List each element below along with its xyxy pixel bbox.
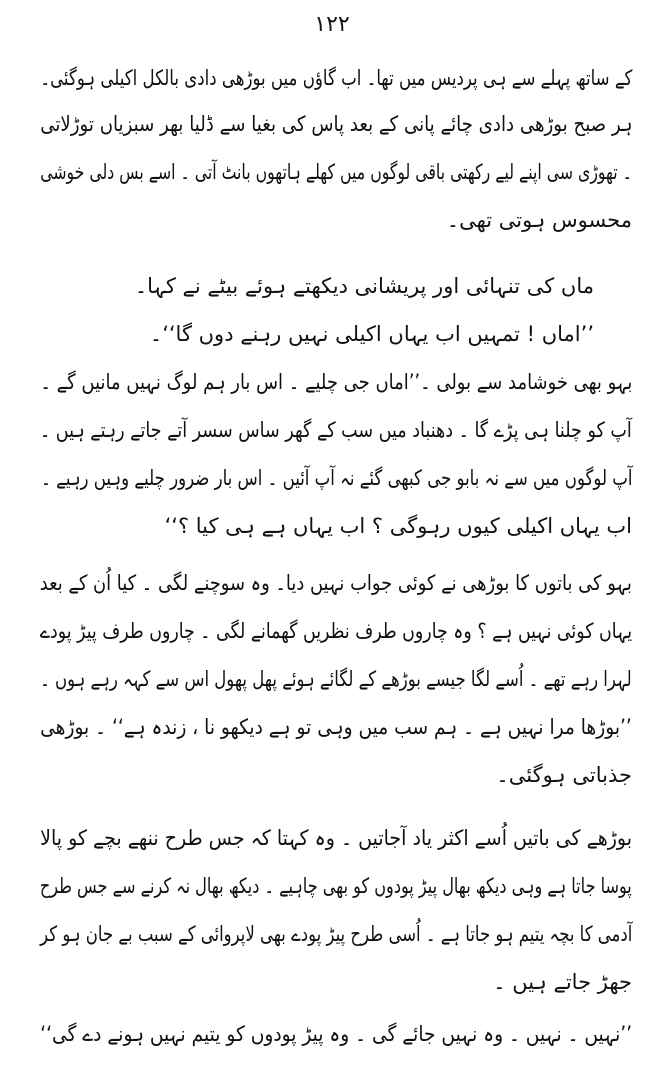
text-line: ’’بوڑھا مرا نہیں ہے ۔ ہم سب میں وہی تو ہے دیکھو نا ، زندہ ہے‘‘ ۔ بوڑھی: [40, 715, 632, 739]
text-line: بہو کی باتوں کا بوڑھی نے کوئی جواب نہیں دیا۔ وہ سوچنے لگی ۔ کیا اُن کے بعد: [39, 571, 632, 595]
text-line: لہرا رہے تھے ۔ اُسے لگا جیسے بوڑھے کے لگائے ہوئے پھل پھول اس سے کہہ رہے ہوں ۔: [40, 667, 632, 691]
text-line: ’’اماں ! تمہیں اب یہاں اکیلی نہیں رہنے دوں گا‘‘۔: [149, 322, 594, 346]
text-line: ’’نہیں ۔ نہیں ۔ وہ نہیں جائے گی ۔ وہ پیڑ پودوں کو یتیم نہیں ہونے دے گی‘‘: [40, 1022, 632, 1046]
text-line: محسوس ہوتی تھی۔: [446, 208, 632, 232]
text-line: آدمی کا بچہ یتیم ہو جاتا ہے ۔ اُسی طرح پیڑ پودے بھی لاپروائی کے سبب بے جان ہو کر: [39, 922, 632, 946]
text-line: ماں کی تنہائی اور پریشانی دیکھتے ہوئے بیٹے نے کہا۔: [134, 274, 594, 298]
text-line: آپ کو چلنا ہی پڑے گا ۔ دھنباد میں سب کے گھر ساس سسر آتے جاتے رہتے ہیں ۔: [40, 418, 632, 442]
text-line: جذباتی ہوگئی۔: [496, 763, 632, 787]
text-line: اب یہاں اکیلی کیوں رہوگی ؟ اب یہاں ہے ہی کیا ؟‘‘: [164, 514, 632, 538]
text-line: پوسا جاتا ہے وہی دیکھ بھال پیڑ پودوں کو بھی چاہیے ۔ دیکھ بھال نہ کرنے سے جس طرح: [40, 874, 632, 898]
text-line: ۔ تھوڑی سی اپنے لیے رکھتی باقی لوگوں میں کھلے ہاتھوں بانٹ آتی ۔ اسے بس دلی خوشی: [40, 160, 632, 184]
page-number: ۱۲۲: [314, 12, 350, 37]
text-line: بوڑھے کی باتیں اُسے اکثر یاد آجاتیں ۔ وہ کہتا کہ جس طرح ننھے بچے کو پالا: [40, 826, 632, 850]
text-line: بہو بھی خوشامد سے بولی ۔’’اماں جی چلیے ۔ اس بار ہم لوگ نہیں مانیں گے ۔: [39, 370, 632, 394]
text-line: جھڑ جاتے ہیں ۔: [493, 970, 632, 994]
text-line: یہاں کوئی نہیں ہے ؟ وہ چاروں طرف نظریں گھمانے لگی ۔ چاروں طرف پیڑ پودے: [39, 619, 632, 643]
text-line: ہر صبح بوڑھی دادی چائے پانی کے بعد پاس کی بغیا سے ڈلیا بھر سبزیاں توڑلاتی: [39, 112, 632, 136]
text-line: کے ساتھ پہلے سے ہی پردیس میں تھا۔ اب گاؤں میں بوڑھی دادی بالکل اکیلی ہوگئی۔: [39, 66, 632, 90]
text-line: آپ لوگوں میں سے نہ بابو جی کبھی گئے نہ آپ آئیں ۔ اس بار ضرور چلیے وہیں رہیے ۔: [40, 466, 632, 490]
